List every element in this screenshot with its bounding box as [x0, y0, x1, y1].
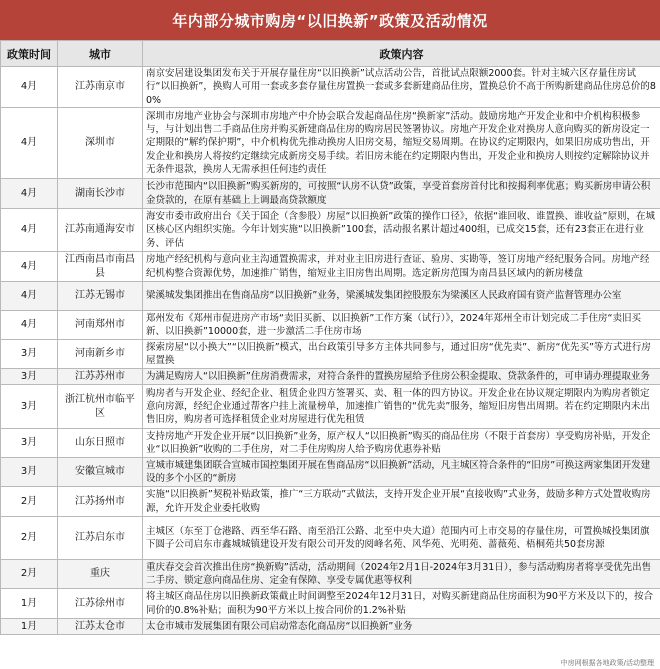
- cell-city: 江苏南京市: [58, 67, 143, 108]
- cell-content: 长沙市范围内“以旧换新”购买新房的，可按照“认房不认贷”政策，享受首套房首付比和按揭利率优惠；购买新房申请公积金贷款的，在原有基础上上调最高贷款额度: [143, 179, 660, 209]
- cell-city: 河南新乡市: [58, 340, 143, 369]
- table-row: [1, 517, 660, 560]
- cell-time: 4月: [1, 108, 58, 179]
- table-row: [1, 108, 660, 179]
- cell-city: 江苏南通海安市: [58, 209, 143, 252]
- cell-time: 4月: [1, 67, 58, 108]
- cell-city: 山东日照市: [58, 429, 143, 458]
- cell-content: 支持房地产开发企业开展“以旧换新”业务，原产权人“以旧换新”购买的商品住房（不限于首套房）享受购房补贴，开发企业“以旧换新”收购的二手住房，对二手住房购房人给予购房优惠券补贴: [143, 429, 660, 458]
- cell-time: 3月: [1, 340, 58, 369]
- cell-time: 1月: [1, 589, 58, 619]
- table-row: [1, 385, 660, 429]
- cell-time: 2月: [1, 517, 58, 560]
- cell-city: 江苏无锡市: [58, 282, 143, 311]
- cell-content: 深圳市房地产业协会与深圳市房地产中介协会联合发起商品住房“换新家”活动。鼓励房地产开发企业和中介机构积极参与，与计划出售二手商品住房并购买新建商品住房的购房居民签署协议。房地产开发企业对换房人意向购买的新房设定一定期限的“解约保护期”，中介机构优先推动换房人旧房交易，缩短交易周期。在协议约定期限内，如果旧房成功售出，开发企业和换房人将按约定继续完成新房交易手续。若旧房未能在约定期限内售出，开发企业和换房人则按约定解除协议并无条件退款，换房人无需承担任何违约责任: [143, 108, 660, 179]
- cell-city: 湖南长沙市: [58, 179, 143, 209]
- table-row: [1, 340, 660, 369]
- table-row: [1, 560, 660, 589]
- table-row: [1, 458, 660, 487]
- cell-content: 太仓市城市发展集团有限公司启动常态化商品房“以旧换新”业务: [143, 619, 660, 635]
- table-row: [1, 311, 660, 340]
- cell-time: 4月: [1, 282, 58, 311]
- cell-content: 梁溪城发集团推出在售商品房“以旧换新”业务，梁溪城发集团控股股东为梁溪区人民政府国有资产监督管理办公室: [143, 282, 660, 311]
- cell-time: 4月: [1, 252, 58, 282]
- cell-city: 江苏苏州市: [58, 369, 143, 385]
- cell-city: 江苏扬州市: [58, 487, 143, 517]
- cell-content: 宣城市城建集团联合宣城市国控集团开展在售商品房“以旧换新”活动，凡主城区符合条件的“旧房”可换这两家集团开发建设的多个小区的“新房: [143, 458, 660, 487]
- cell-content: 海安市委市政府出台《关于国企（含参股）房屋“以旧换新”政策的操作口径》，依据“谁回收、谁置换、谁收益”原则，在城区核心区内组织实施。今年计划实施“以旧换新”100套，活动报名累计超过400组，已成交15套，还有23套正在进行业务、评估: [143, 209, 660, 252]
- cell-content: 为满足购房人“以旧换新”住房消费需求，对符合条件的置换房屋给予住房公积金提取、贷款条件的，可申请办理提取业务: [143, 369, 660, 385]
- cell-time: 4月: [1, 179, 58, 209]
- page-title: 年内部分城市购房“以旧换新”政策及活动情况: [0, 0, 660, 40]
- cell-city: 河南郑州市: [58, 311, 143, 340]
- cell-time: 3月: [1, 385, 58, 429]
- cell-time: 3月: [1, 458, 58, 487]
- cell-content: 主城区（东至丁仓港路、西至华石路、南至沿江公路、北至中央大道）范围内可上市交易的存量住房，可置换城投集团旗下圆子公司启东市鑫城城镇建设开发有限公司开发的阅峰名苑、风华苑、光明苑、蔷薇苑、梧桐苑共50套房源: [143, 517, 660, 560]
- cell-city: 江苏启东市: [58, 517, 143, 560]
- cell-city: 重庆: [58, 560, 143, 589]
- table-body: [1, 67, 660, 635]
- cell-time: 3月: [1, 429, 58, 458]
- cell-city: 浙江杭州市临平区: [58, 385, 143, 429]
- header-content: 政策内容: [143, 41, 660, 67]
- cell-content: 郑州发布《郑州市促进房产市场“卖旧买新、以旧换新”工作方案（试行）》，2024年郑州全市计划完成二手住房“卖旧买新、以旧换新”10000套，进一步激活二手住房市场: [143, 311, 660, 340]
- header-city: 城市: [58, 41, 143, 67]
- cell-time: 1月: [1, 619, 58, 635]
- table-row: [1, 369, 660, 385]
- cell-city: 深圳市: [58, 108, 143, 179]
- cell-city: 江苏徐州市: [58, 589, 143, 619]
- header-time: 政策时间: [1, 41, 58, 67]
- cell-content: 南京安居建设集团发布关于开展存量住房“以旧换新”试点活动公告，首批试点限额2000套。针对主城六区存量住房试行“以旧换新”，换购人可用一套或多套存量住房置换一套或多套新建商品住房，置换总价不高于所购新建商品住房总价的80%: [143, 67, 660, 108]
- cell-time: 3月: [1, 369, 58, 385]
- table-header-row: [1, 41, 660, 67]
- table-row: [1, 252, 660, 282]
- table-row: [1, 487, 660, 517]
- policy-table: [0, 40, 660, 635]
- cell-content: 实施“以旧换新”契税补贴政策，推广“三方联动”式做法，支持开发企业开展“直接收购”式业务，鼓励多种方式处置收购房源，允许开发企业委托收购: [143, 487, 660, 517]
- cell-content: 将主城区商品住房以旧换新政策截止时间调整至2024年12月31日，对购买新建商品住房面积为90平方米及以下的，按合同价的0.8%补贴；面积为90平方米以上按合同价的1.2%补贴: [143, 589, 660, 619]
- cell-time: 2月: [1, 560, 58, 589]
- source-note: 中房网根据各地政策/活动整理: [560, 659, 654, 667]
- cell-city: 江苏太仓市: [58, 619, 143, 635]
- cell-time: 4月: [1, 311, 58, 340]
- cell-content: 重庆春交会首次推出住房“换新购”活动，活动期间（2024年2月1日-2024年3月31日），参与活动购房者将享受优先出售二手房、锁定意向商品住房、定金有保障、享受专属优惠等权利: [143, 560, 660, 589]
- table-row: [1, 67, 660, 108]
- cell-city: 江西南昌市南昌县: [58, 252, 143, 282]
- table-row: [1, 429, 660, 458]
- table-row: [1, 619, 660, 635]
- table-row: [1, 282, 660, 311]
- cell-content: 房地产经纪机构与意向业主沟通置换需求，并对业主旧房进行查证、验房、实勘等，签订房地产经纪服务合同。房地产经纪机构整合资源优势，加速推广销售，缩短业主旧房售出周期。选定新房范围为南昌县区域内的新房楼盘: [143, 252, 660, 282]
- cell-content: 购房者与开发企业、经纪企业、租赁企业四方签署买、卖、租一体的四方协议。开发企业在协议规定期限内为购房者锁定意向房源，经纪企业通过帮客户挂上流量榜单，加速推广销售的“优先卖”服务，缩短旧房售出周期。若在约定期限内未出售旧房，购房者可选择租赁企业对房屋进行优先租赁: [143, 385, 660, 429]
- cell-content: 探索房屋“以小换大”“以旧换新”模式，出台政策引导多方主体共同参与，通过旧房“优先卖”、新房“优先买”等方式进行房屋置换: [143, 340, 660, 369]
- cell-time: 2月: [1, 487, 58, 517]
- cell-city: 安徽宣城市: [58, 458, 143, 487]
- table-row: [1, 179, 660, 209]
- cell-time: 4月: [1, 209, 58, 252]
- table-row: [1, 589, 660, 619]
- table-row: [1, 209, 660, 252]
